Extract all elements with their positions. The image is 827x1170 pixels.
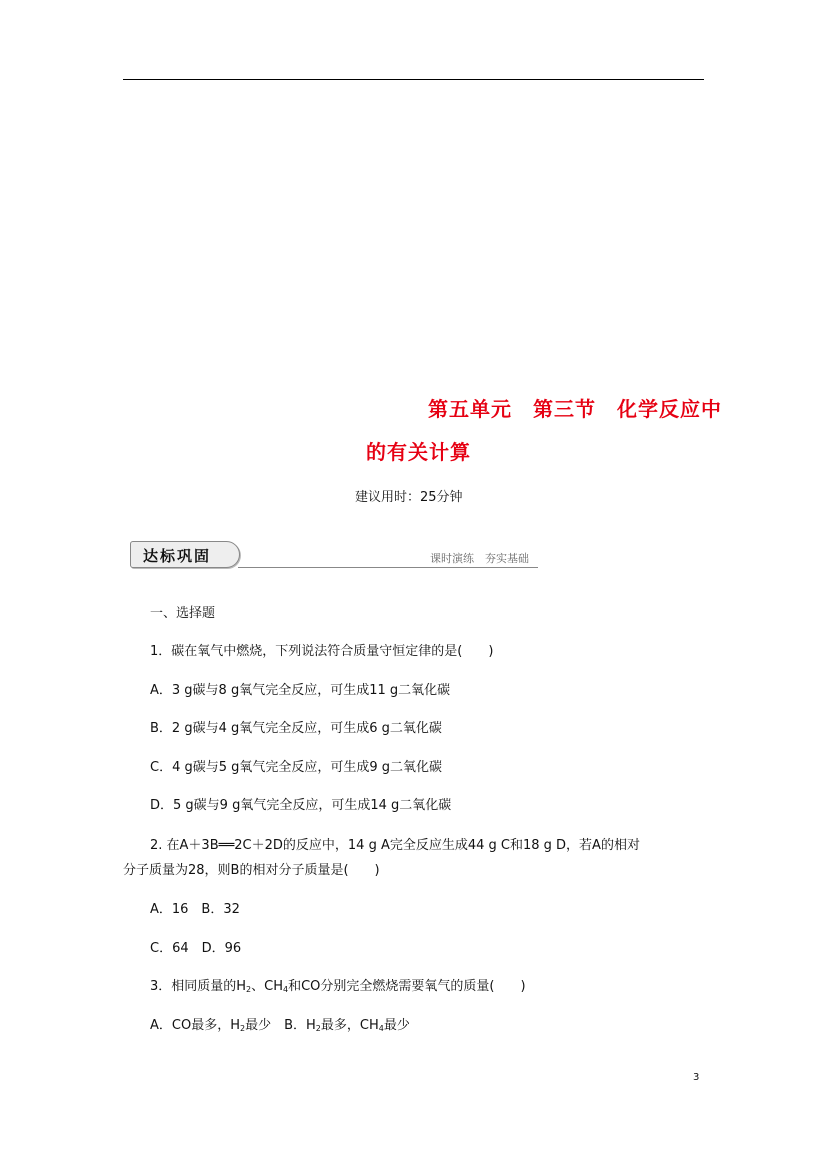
page-number: 3 <box>693 1072 700 1083</box>
question-1-option-d: D．5 g碳与9 g氧气完全反应，可生成14 g二氧化碳 <box>150 798 452 813</box>
question-1-option-a: A．3 g碳与8 g氧气完全反应，可生成11 g二氧化碳 <box>150 683 451 698</box>
banner-badge <box>130 541 240 568</box>
q3-opt-part-1: A．CO最多，H <box>150 1018 240 1033</box>
question-1-option-b: B．2 g碳与4 g氧气完全反应，可生成6 g二氧化碳 <box>150 721 442 736</box>
banner-rule <box>238 567 538 568</box>
question-2-stem-line-1: 2. 在A＋3B══2C＋2D的反应中，14 g A完全反应生成44 g C和18 g D，若A的相对 <box>150 838 640 853</box>
document-title-line-2: 的有关计算 <box>366 440 471 464</box>
q3-opt-part-3: 最多，CH <box>320 1018 379 1033</box>
q3-stem-part-a: 3．相同质量的H <box>150 979 247 994</box>
q3-subscript-2: 2 <box>246 985 252 994</box>
question-2-options-row-2: C．64 D．96 <box>150 941 242 956</box>
q3-opt-part-4: 最少 <box>383 1018 410 1033</box>
question-1-stem: 1．碳在氧气中燃烧，下列说法符合质量守恒定律的是( ) <box>150 644 494 659</box>
document-title-line-1: 第五单元 第三节 化学反应中 <box>428 397 722 421</box>
banner-label: 达标巩固 <box>143 547 212 565</box>
q3-stem-part-c: 和CO分别完全燃烧需要氧气的质量( ) <box>288 979 526 994</box>
question-2-stem-line-2: 分子质量为28，则B的相对分子质量是( ) <box>123 863 380 878</box>
question-3-stem <box>150 979 526 995</box>
banner-subtitle: 课时演练 夯实基础 <box>430 552 529 565</box>
section-banner <box>130 541 540 570</box>
q3-opt-sub-1: 2 <box>239 1024 246 1033</box>
suggested-time: 建议用时：25分钟 <box>355 490 463 505</box>
section-heading: 一、选择题 <box>150 606 216 621</box>
q3-opt-sub-2: 2 <box>315 1024 321 1033</box>
q3-opt-sub-3: 4 <box>378 1024 384 1033</box>
q3-subscript-4: 4 <box>283 985 289 994</box>
question-2-options-row-1: A．16 B．32 <box>150 902 240 917</box>
q3-opt-part-2: 最少 B．H <box>245 1018 316 1033</box>
question-1-option-c: C．4 g碳与5 g氧气完全反应，可生成9 g二氧化碳 <box>150 760 443 775</box>
header-rule <box>123 79 704 80</box>
q3-stem-part-b: 、CH <box>251 979 283 994</box>
question-3-options <box>150 1018 410 1034</box>
